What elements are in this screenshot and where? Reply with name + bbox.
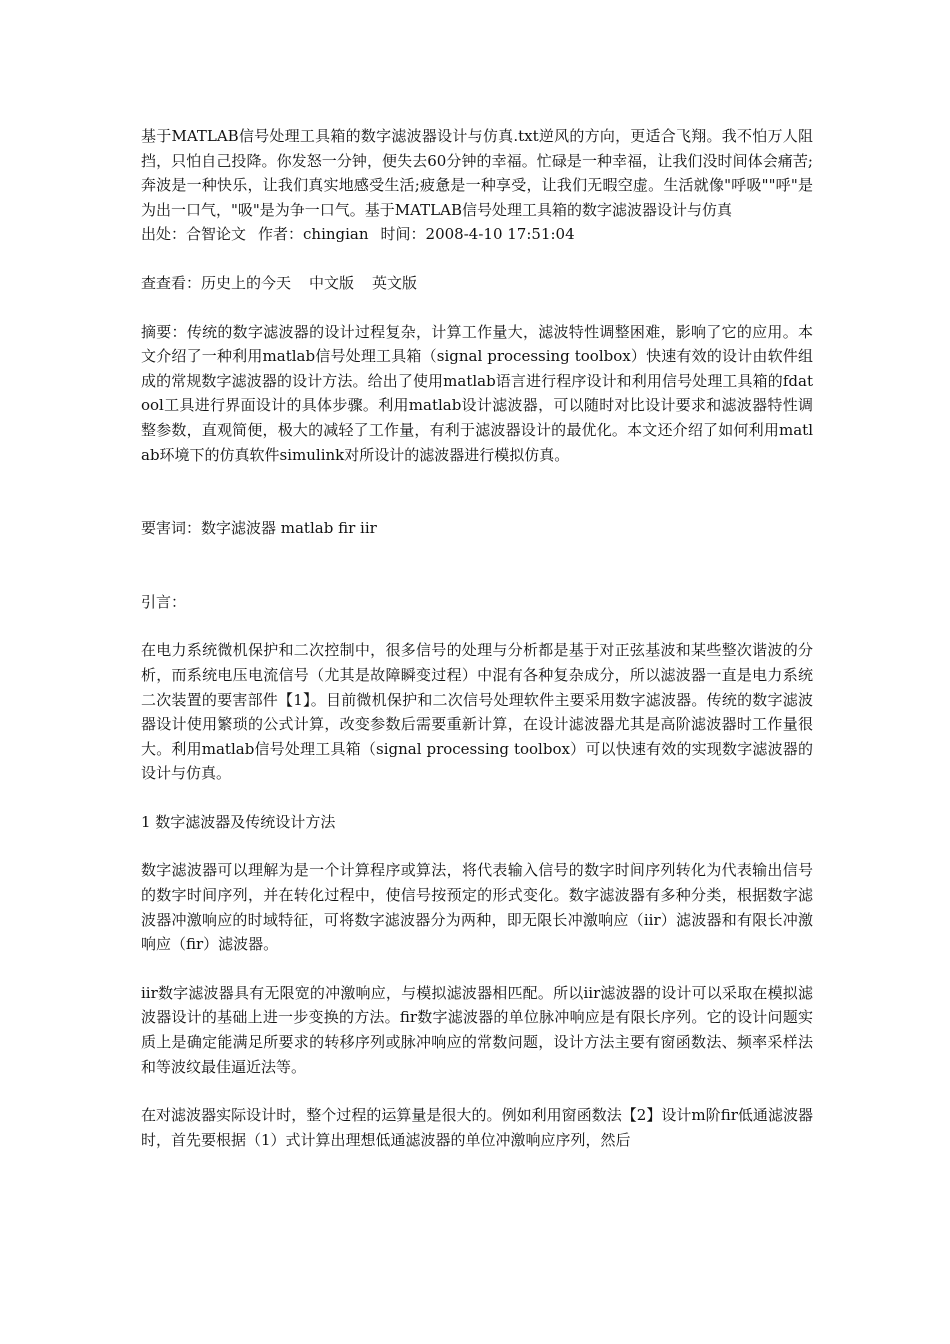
abstract-paragraph: 摘要：传统的数字滤波器的设计过程复杂，计算工作量大，滤波特性调整困难，影响了它的应用。本文介绍了一种利用matlab信号处理工具箱（signal processing toolbox）快速有效的设计由软件组成的常规数字滤波器的设计方法。给出了使用matlab语言进行程序设计和利用信号处理工具箱的fdatool工具进行界面设计的具体步骤。利用matlab设计滤波器，可以随时对比设计要求和滤波器特性调整参数，直观简便，极大的减轻了工作量，有利于滤波器设计的最优化。本文还介绍了如何利用matlab环境下的仿真软件simulink对所设计的滤波器进行模拟仿真。 [141,322,813,464]
section-1-heading: 1 数字滤波器及传统设计方法 [141,812,336,831]
document-page [141,124,813,1152]
section-1-paragraph-1: 数字滤波器可以理解为是一个计算程序或算法，将代表输入信号的数字时间序列转化为代表输出信号的数字时间序列，并在转化过程中，使信号按预定的形式变化。数字滤波器有多种分类，根据数字滤波器冲激响应的时域特征，可将数字滤波器分为两种，即无限长冲激响应（iir）滤波器和有限长冲激响应（fir）滤波器。 [141,861,813,954]
english-version-link[interactable]: 英文版 [372,273,418,292]
meta-time: 时间：2008-4-10 17:51:04 [380,225,575,244]
intro-body-paragraph: 在电力系统微机保护和二次控制中，很多信号的处理与分析都是基于对正弦基波和某些整次谐波的分析，而系统电压电流信号（尤其是故障瞬变过程）中混有各种复杂成分，所以滤波器一直是电力系统二次装置的要害部件【1】。目前微机保护和二次信号处理软件主要采用数字滤波器。传统的数字滤波器设计使用繁琐的公式计算，改变参数后需要重新计算，在设计滤波器尤其是高阶滤波器时工作量很大。利用matlab信号处理工具箱（signal processing toolbox）可以快速有效的实现数字滤波器的设计与仿真。 [141,641,813,783]
intro-paragraph: 基于MATLAB信号处理工具箱的数字滤波器设计与仿真.txt逆风的方向，更适合飞翔。我不怕万人阻挡，只怕自己投降。你发怒一分钟，便失去60分钟的幸福。忙碌是一种幸福，让我们没时间体会痛苦;奔波是一种快乐，让我们真实地感受生活;疲惫是一种享受，让我们无暇空虚。生活就像"呼吸""呼"是为出一口气，"吸"是为争一口气。基于MATLAB信号处理工具箱的数字滤波器设计与仿真 [141,127,813,219]
section-1-paragraph-2: iir数字滤波器具有无限宽的冲激响应，与模拟滤波器相匹配。所以iir滤波器的设计可以采取在模拟滤波器设计的基础上进一步变换的方法。fir数字滤波器的单位脉冲响应是有限长序列。它的设计问题实质上是确定能满足所要求的转移序列或脉冲响应的常数问题，设计方法主要有窗函数法、频率采样法和等波纹最佳逼近法等。 [141,983,813,1076]
intro-heading: 引言： [141,592,187,611]
lookup-links [141,271,813,296]
chinese-version-link[interactable]: 中文版 [309,273,355,292]
history-today-link[interactable]: 查查看：历史上的今天 [141,273,292,292]
article-meta [141,222,813,247]
meta-author: 作者：chingian [258,225,369,244]
meta-source: 出处：合智论文 [141,225,247,244]
keywords-line: 要害词：数字滤波器 matlab fir iir [141,519,377,538]
section-1-paragraph-3: 在对滤波器实际设计时，整个过程的运算量是很大的。例如利用窗函数法【2】设计m阶fir低通滤波器时，首先要根据（1）式计算出理想低通滤波器的单位冲激响应序列，然后 [141,1106,813,1149]
